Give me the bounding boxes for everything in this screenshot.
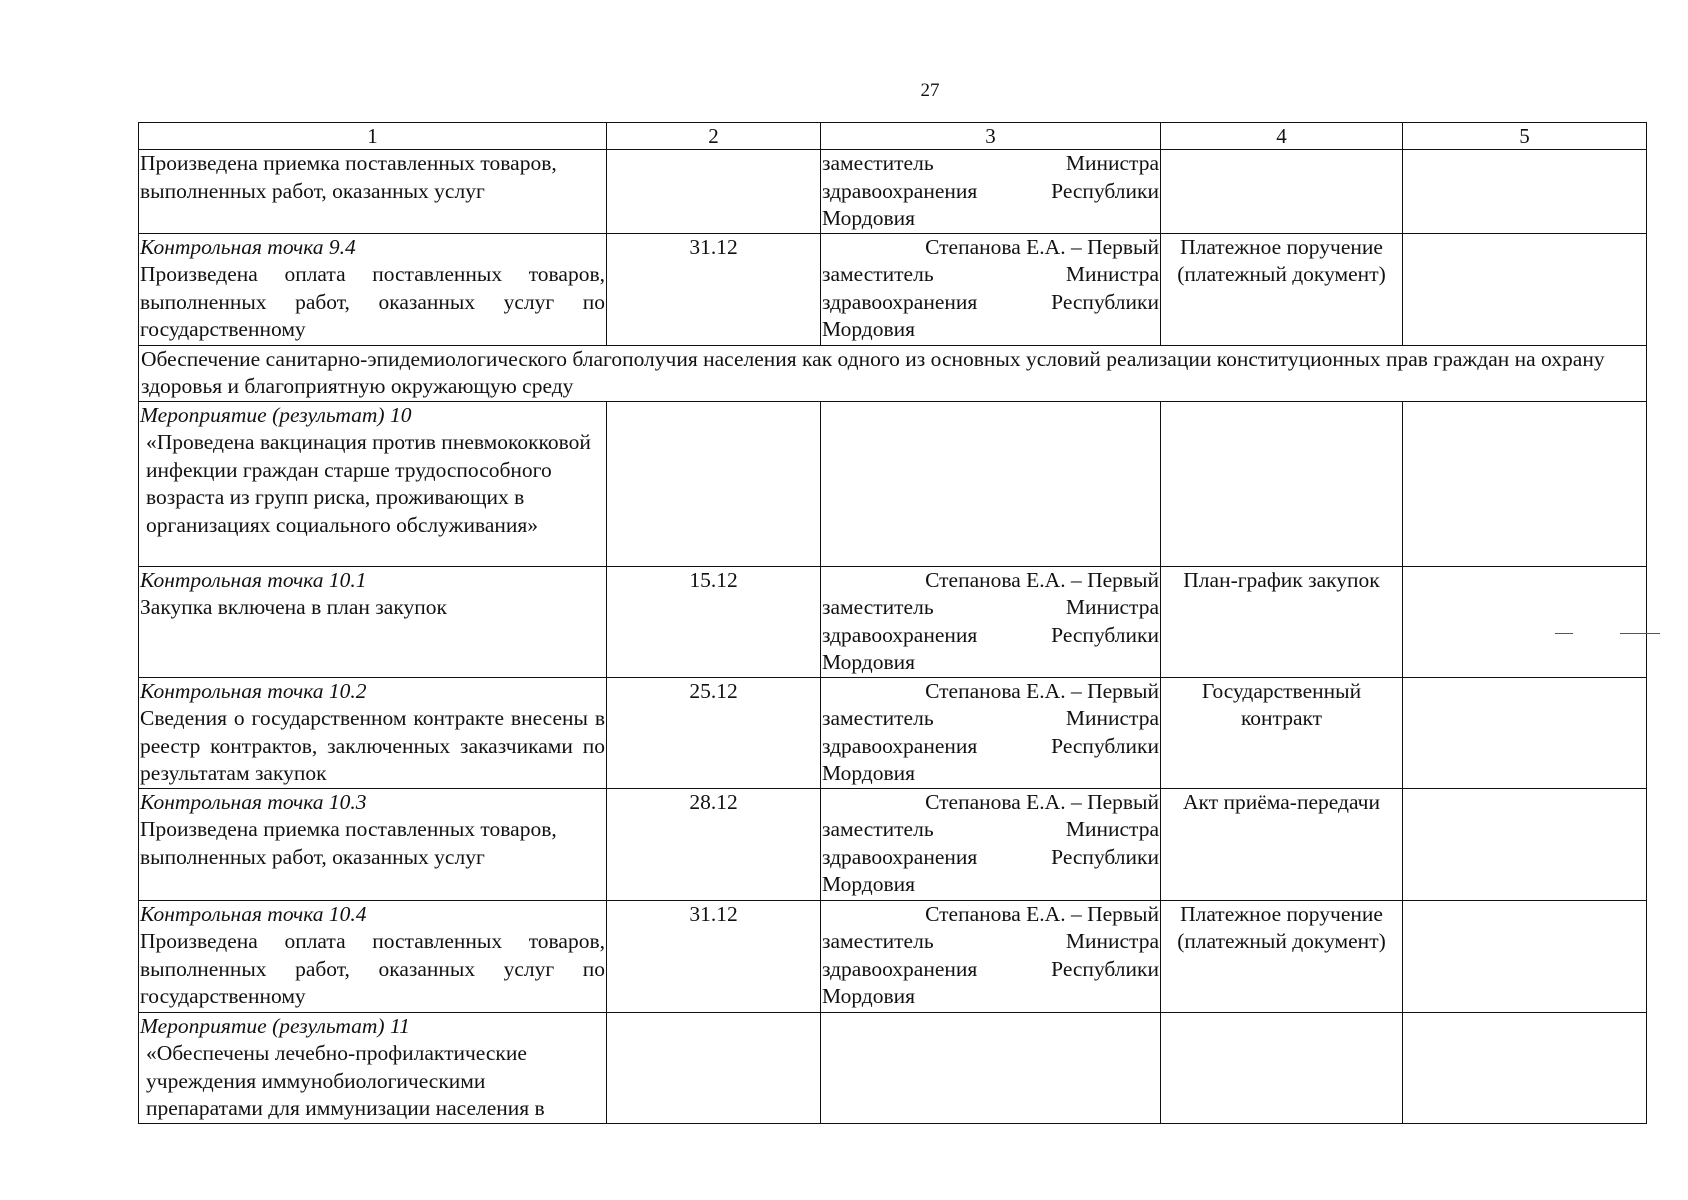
step-cell: [139, 233, 607, 345]
note-cell: [1403, 677, 1647, 788]
step-text: Произведена оплата поставленных товаров, выполненных работ, оказанных услуг по государственному: [140, 262, 605, 341]
date-cell: [607, 150, 821, 234]
responsible-word: здравоохранения: [822, 844, 978, 869]
date-cell: [607, 401, 821, 566]
step-text: Сведения о государственном контракте внесены в реестр контрактов, заключенных заказчиками по результатам закупок: [140, 706, 605, 785]
responsible-word: Мордовия: [822, 650, 916, 674]
step-cell: [139, 401, 607, 566]
step-title: Контрольная точка 10.2: [140, 678, 367, 703]
responsible-name: Степанова Е.А. – Первый: [925, 567, 1159, 592]
responsible-cell: [821, 401, 1161, 566]
note-cell: [1403, 788, 1647, 900]
responsible-word: Мордовия: [822, 872, 916, 896]
step-cell: [139, 150, 607, 234]
date-cell: 15.12: [607, 566, 821, 677]
table-row: [139, 566, 1647, 677]
responsible-word: заместитель: [822, 262, 934, 286]
step-title: Контрольная точка 10.1: [140, 567, 367, 592]
responsible-word: Министра: [1065, 262, 1159, 286]
responsible-word: Республики: [1051, 733, 1159, 758]
step-cell: [139, 788, 607, 900]
page-number: 27: [920, 80, 940, 101]
responsible-name: Степанова Е.А. – Первый: [925, 789, 1159, 814]
responsible-word: Мордовия: [822, 317, 916, 341]
document-cell: Акт приёма-передачи: [1161, 788, 1403, 900]
responsible-cell: [821, 788, 1161, 900]
responsible-word: Мордовия: [822, 984, 916, 1008]
responsible-cell: [821, 1012, 1161, 1123]
responsible-name: Степанова Е.А. – Первый: [925, 678, 1159, 703]
responsible-word: Министра: [1065, 817, 1159, 841]
note-cell: [1403, 150, 1647, 234]
document-cell: [1161, 1012, 1403, 1123]
column-header-1: 1: [139, 123, 607, 150]
column-header-4: 4: [1161, 123, 1403, 150]
responsible-cell: [821, 900, 1161, 1012]
table-row: [139, 401, 1647, 566]
step-text: «Проведена вакцинация против пневмококковой инфекции граждан старше трудоспособного возраста из групп риска, проживающих в организациях социального обслуживания»: [146, 430, 591, 537]
step-cell: [139, 566, 607, 677]
responsible-word: Мордовия: [822, 761, 916, 785]
responsible-word: Республики: [1051, 622, 1159, 647]
section-row: [139, 345, 1647, 401]
note-cell: [1403, 401, 1647, 566]
responsible-word: здравоохранения: [822, 289, 978, 314]
responsible-word: заместитель: [822, 151, 934, 175]
scan-mark: [1620, 633, 1660, 634]
responsible-name: Степанова Е.А. – Первый: [925, 901, 1159, 926]
responsible-word: заместитель: [822, 929, 934, 953]
responsible-word: здравоохранения: [822, 733, 978, 758]
section-heading: Обеспечение санитарно-эпидемиологического благополучия населения как одного из основных условий реализации конституционных прав граждан на охрану здоровья и благоприятную окружающую среду: [139, 345, 1647, 401]
responsible-word: заместитель: [822, 706, 934, 730]
table-row: [139, 788, 1647, 900]
document-cell: Платежное поручение (платежный документ): [1161, 233, 1403, 345]
step-title: Контрольная точка 10.4: [140, 901, 367, 926]
responsible-word: Мордовия: [822, 206, 916, 230]
date-cell: 31.12: [607, 900, 821, 1012]
table-row: [139, 677, 1647, 788]
responsible-cell: [821, 566, 1161, 677]
step-cell: [139, 677, 607, 788]
date-cell: 25.12: [607, 677, 821, 788]
step-title: Мероприятие (результат) 10: [140, 402, 412, 427]
date-cell: [607, 1012, 821, 1123]
step-text: «Обеспечены лечебно-профилактические учреждения иммунобиологическими препаратами для иммунизации населения в: [146, 1041, 545, 1120]
responsible-word: Министра: [1065, 595, 1159, 619]
responsible-word: Министра: [1065, 151, 1159, 175]
responsible-word: Республики: [1051, 289, 1159, 314]
step-text: Произведена оплата поставленных товаров, выполненных работ, оказанных услуг по государственному: [140, 929, 605, 1008]
document-cell: План-график закупок: [1161, 566, 1403, 677]
responsible-word: Министра: [1065, 929, 1159, 953]
column-header-5: 5: [1403, 123, 1647, 150]
step-cell: [139, 900, 607, 1012]
table-row: [139, 150, 1647, 234]
step-text: Произведена приемка поставленных товаров, выполненных работ, оказанных услуг: [140, 151, 557, 203]
responsible-word: здравоохранения: [822, 956, 978, 981]
column-header-3: 3: [821, 123, 1161, 150]
responsible-word: заместитель: [822, 595, 934, 619]
step-title: Мероприятие (результат) 11: [140, 1013, 410, 1038]
responsible-word: здравоохранения: [822, 178, 978, 203]
document-cell: Государственный контракт: [1161, 677, 1403, 788]
note-cell: [1403, 566, 1647, 677]
column-header-2: 2: [607, 123, 821, 150]
responsible-word: заместитель: [822, 817, 934, 841]
responsible-cell: [821, 233, 1161, 345]
responsible-word: Министра: [1065, 706, 1159, 730]
step-text: Закупка включена в план закупок: [140, 595, 447, 619]
responsible-word: Республики: [1051, 178, 1159, 203]
step-cell: [139, 1012, 607, 1123]
document-cell: [1161, 401, 1403, 566]
responsible-cell: [821, 150, 1161, 234]
step-title: Контрольная точка 9.4: [140, 234, 356, 259]
responsible-word: Республики: [1051, 844, 1159, 869]
table-row: [139, 900, 1647, 1012]
date-cell: 31.12: [607, 233, 821, 345]
plan-table: [138, 122, 1647, 1124]
scan-mark: [1555, 633, 1573, 634]
column-number-row: [139, 123, 1647, 150]
note-cell: [1403, 1012, 1647, 1123]
responsible-word: здравоохранения: [822, 622, 978, 647]
date-cell: 28.12: [607, 788, 821, 900]
responsible-cell: [821, 677, 1161, 788]
responsible-word: Республики: [1051, 956, 1159, 981]
note-cell: [1403, 900, 1647, 1012]
table-row: [139, 233, 1647, 345]
note-cell: [1403, 233, 1647, 345]
step-text: Произведена приемка поставленных товаров, выполненных работ, оказанных услуг: [140, 817, 557, 869]
responsible-name: Степанова Е.А. – Первый: [925, 234, 1159, 259]
document-cell: [1161, 150, 1403, 234]
step-title: Контрольная точка 10.3: [140, 789, 367, 814]
table-row: [139, 1012, 1647, 1123]
document-cell: Платежное поручение (платежный документ): [1161, 900, 1403, 1012]
